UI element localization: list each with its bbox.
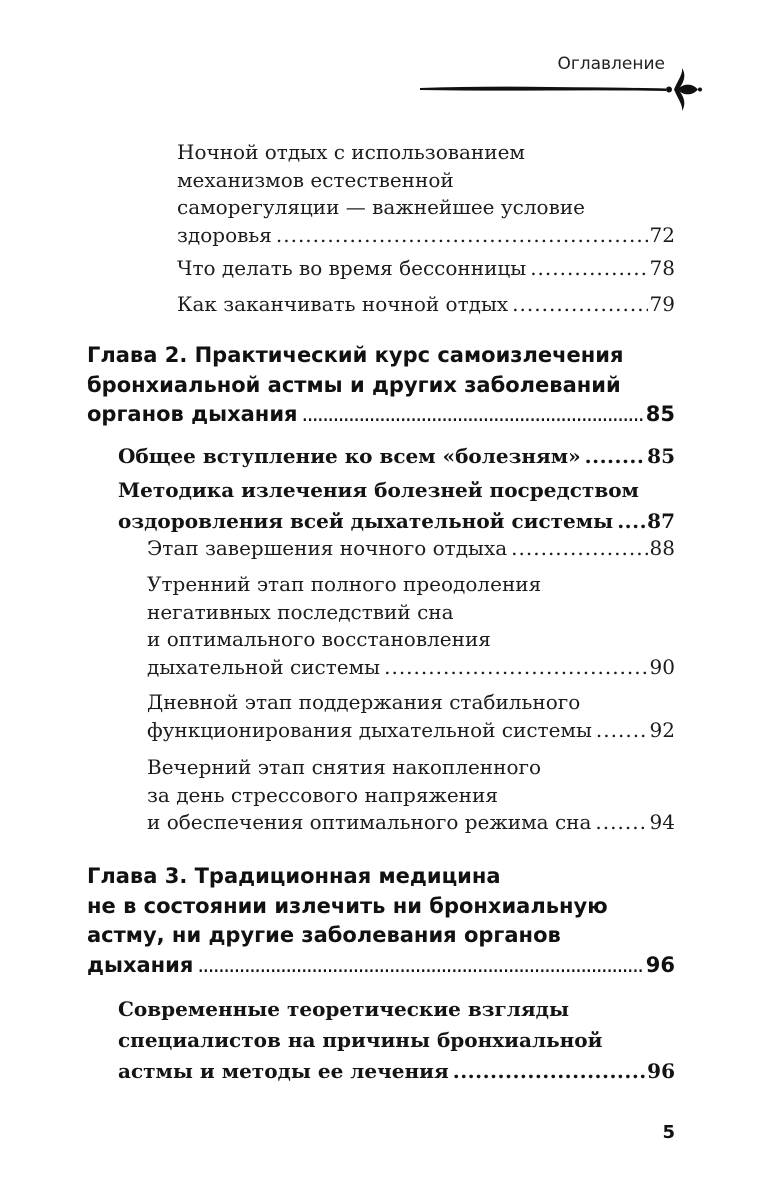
toc-entry-line: Что делать во время бессонницы: [177, 256, 527, 280]
page-number: 96: [647, 1059, 675, 1083]
toc-entry-line: дыхательной системы: [147, 654, 381, 679]
dot-leader: [596, 717, 648, 745]
chapter-title-line: органов дыхания: [87, 402, 298, 426]
dot-leader: [585, 441, 646, 472]
folio-page-number: 5: [662, 1122, 675, 1143]
toc-entry-line: механизмов естественной: [177, 167, 454, 192]
page-number: 79: [649, 292, 675, 316]
fleuron-ornament-icon: [420, 66, 702, 118]
toc-entry-line: здоровья: [177, 222, 272, 247]
page-number: 78: [649, 256, 675, 280]
chapter-title-line: астму, ни другие заболевания органов: [87, 923, 561, 947]
dot-leader: [512, 291, 647, 319]
page-number: 85: [647, 444, 675, 468]
chapter-title-line: не в состоянии излечить ни бронхиальную: [87, 893, 608, 918]
page-number: 94: [649, 810, 675, 834]
page-number: 87: [647, 509, 675, 533]
section-title-line: Современные теоретические взгляды: [118, 997, 570, 1021]
toc-entry-line: за день стрессового напряжения: [147, 782, 498, 807]
dot-leader: [511, 535, 647, 563]
toc-entry[interactable]: [147, 689, 675, 744]
toc-entry-line: Утренний этап полного преодоления: [147, 572, 542, 596]
chapter-title-line: Глава 2. Практический курс самоизлечения: [87, 343, 624, 367]
section-title-line: специалистов на причины бронхиальной: [118, 1028, 603, 1052]
toc-entry[interactable]: [177, 139, 675, 249]
toc-entry[interactable]: [147, 535, 675, 563]
dot-leader: [276, 222, 648, 250]
page-number: 90: [649, 654, 675, 679]
page-number: 92: [649, 717, 675, 742]
toc-entry-line: негативных последствий сна: [147, 599, 454, 624]
page-number: 85: [645, 402, 675, 426]
section-title-line: астмы и методы ее лечения: [118, 1059, 449, 1083]
toc-entry-line: функционирования дыхательной системы: [147, 717, 592, 742]
dot-leader: [197, 951, 643, 981]
page-number: 72: [649, 222, 675, 247]
section-title-line: Общее вступление ко всем «болезням»: [118, 444, 581, 468]
dot-leader: [595, 809, 647, 837]
toc-entry[interactable]: [177, 255, 675, 283]
dot-leader: [384, 654, 647, 682]
chapter-title-line: бронхиальной астмы и других заболеваний: [87, 372, 621, 397]
dot-leader: [530, 255, 647, 283]
toc-entry[interactable]: [147, 754, 675, 837]
dot-leader: [453, 1056, 645, 1087]
toc-entry-line: саморегуляции — важнейшее условие: [177, 195, 586, 219]
section-title-line: Методика излечения болезней посредством: [118, 478, 639, 502]
section-entry[interactable]: [118, 994, 675, 1087]
toc-entry-line: Как заканчивать ночной отдых: [177, 292, 509, 316]
toc-entry-line: Вечерний этап снятия накопленного: [147, 755, 542, 779]
page-number: 88: [649, 536, 675, 560]
toc-entry-line: и оптимального восстановления: [147, 627, 491, 651]
toc-entry-line: Этап завершения ночного отдыха: [147, 536, 508, 560]
toc-entry-line: Дневной этап поддержания стабильного: [147, 690, 581, 714]
toc-entry-line: и обеспечения оптимального режима сна: [147, 810, 592, 834]
section-entry[interactable]: [118, 441, 675, 472]
chapter-entry[interactable]: [87, 341, 675, 430]
toc-entry[interactable]: [147, 571, 675, 681]
chapter-title-line: Глава 3. Традиционная медицина: [87, 864, 501, 888]
dot-leader: [302, 400, 644, 430]
chapter-title-line: дыхания: [87, 952, 194, 977]
page-number: 96: [645, 952, 675, 977]
running-header-title: Оглавление: [557, 54, 665, 74]
dot-leader: [617, 506, 645, 537]
section-title-line: оздоровления всей дыхательной системы: [118, 509, 614, 533]
toc-entry[interactable]: [177, 291, 675, 319]
section-entry[interactable]: [118, 475, 675, 537]
toc-entry-line: Ночной отдых с использованием: [177, 140, 525, 164]
chapter-entry[interactable]: [87, 862, 675, 980]
